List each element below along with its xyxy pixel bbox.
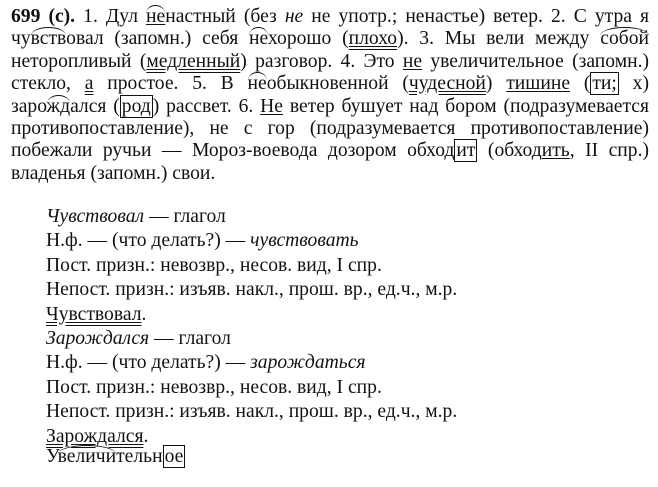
prefix-mark: не (146, 6, 166, 27)
text-run: не употр.; ненастье) ветер. 2. С утра я чу (11, 6, 650, 50)
text-run: х) заро (11, 73, 649, 117)
parse2-initial-form (46, 351, 646, 375)
text-run: 1. Дул (83, 6, 147, 27)
parse1-constant: Пост. призн.: невозвр., несов. вид, I спр. (46, 254, 382, 276)
parse2-role-end: . (143, 425, 149, 447)
morpheme-suffix: тельн (116, 446, 163, 467)
prefix-mark: не (247, 73, 267, 95)
underlined-suffix: ить (541, 140, 570, 162)
parse2-nf-word: зарождаться (250, 352, 366, 374)
text-run: (обход (477, 140, 542, 162)
text-run: простое. 5. В (93, 73, 248, 95)
boxed-ending: ти; (592, 73, 617, 95)
parse1-role-word: Чувствовал (46, 303, 142, 325)
parse2-constant: Пост. призн.: невозвр., несов. вид, I спр. (46, 376, 382, 398)
morpheme-prefix: У (46, 446, 58, 467)
text-run: хорошо ( (267, 28, 349, 50)
exercise-text (11, 6, 649, 185)
text-run: увеличительное (запомн.) стекло, (11, 50, 650, 95)
double-underlined-word: плохо (348, 28, 398, 50)
parse1-role-end: . (141, 303, 147, 325)
parse1-nf-word: чувствовать (250, 230, 359, 252)
boxed-ending: ит (456, 140, 476, 162)
text-run: ) разговор. 4. Это (240, 50, 403, 72)
text-run: , II спр.) владенья (запомн.) свои. (11, 140, 649, 184)
text-run: ) (485, 73, 507, 95)
root-mark: вств (30, 28, 67, 50)
morpheme-ending: ое (164, 446, 184, 467)
italic-particle: не (284, 6, 304, 27)
parse1-word: Чувствовал (46, 206, 145, 227)
prefix-mark: не (249, 28, 268, 50)
parse1-nf-label: Н.ф. — (что делать?) — (46, 230, 251, 252)
text-run: ( (570, 73, 591, 95)
morphological-analysis (46, 205, 646, 449)
text-run: ветер бушует над бором (подразумевается противопоставление), не с гор (подразумевается противопоставление) побежали ручьи — Мороз-воевода дозором обход (11, 95, 650, 162)
parse2-heading (46, 327, 646, 351)
parse1-pos: — глагол (144, 206, 226, 227)
parse2-role-word: Зарождался (46, 425, 144, 447)
word-morpheme-analysis (46, 444, 185, 474)
parse2-nf-label: Н.ф. — (что делать?) — (46, 352, 251, 374)
root-mark: жд (46, 95, 71, 117)
parse2-word: Зарождался (46, 328, 150, 350)
text-run: обыкновенной ( (266, 73, 409, 95)
underlined-particle: не (402, 50, 423, 72)
parse1-variable: Непост. призн.: изъяв. накл., прош. вр., ед.ч., м.р. (46, 279, 458, 301)
text-run: ался ( (70, 95, 120, 117)
text-run: настный (без (165, 6, 285, 27)
text-run: овал (запомн.) себя (66, 28, 250, 50)
text-run: ) рассвет. 6. (152, 95, 261, 117)
parse1-initial-form (46, 229, 646, 253)
underlined-particle: Не (260, 95, 284, 117)
double-underlined-word: чудесной (408, 73, 486, 95)
morpheme-root: величи (57, 446, 117, 467)
parse2-variable: Непост. призн.: изъяв. накл., прош. вр., ед.ч., м.р. (46, 401, 458, 423)
parse1-role (46, 303, 646, 327)
underlined-word: тишине (506, 73, 571, 95)
parse1-heading (46, 205, 646, 229)
text-run: ). 3. Мы вели между (397, 28, 601, 50)
exercise-number: 699 (с). (11, 6, 76, 27)
text-run: неторопливый ( (11, 50, 147, 72)
double-underlined-word: медленный (146, 50, 241, 72)
double-underlined-conj: а (84, 73, 94, 95)
ending-mark: собой (600, 28, 649, 50)
parse2-pos: — глагол (149, 328, 231, 350)
boxed-ending: род (121, 95, 151, 117)
